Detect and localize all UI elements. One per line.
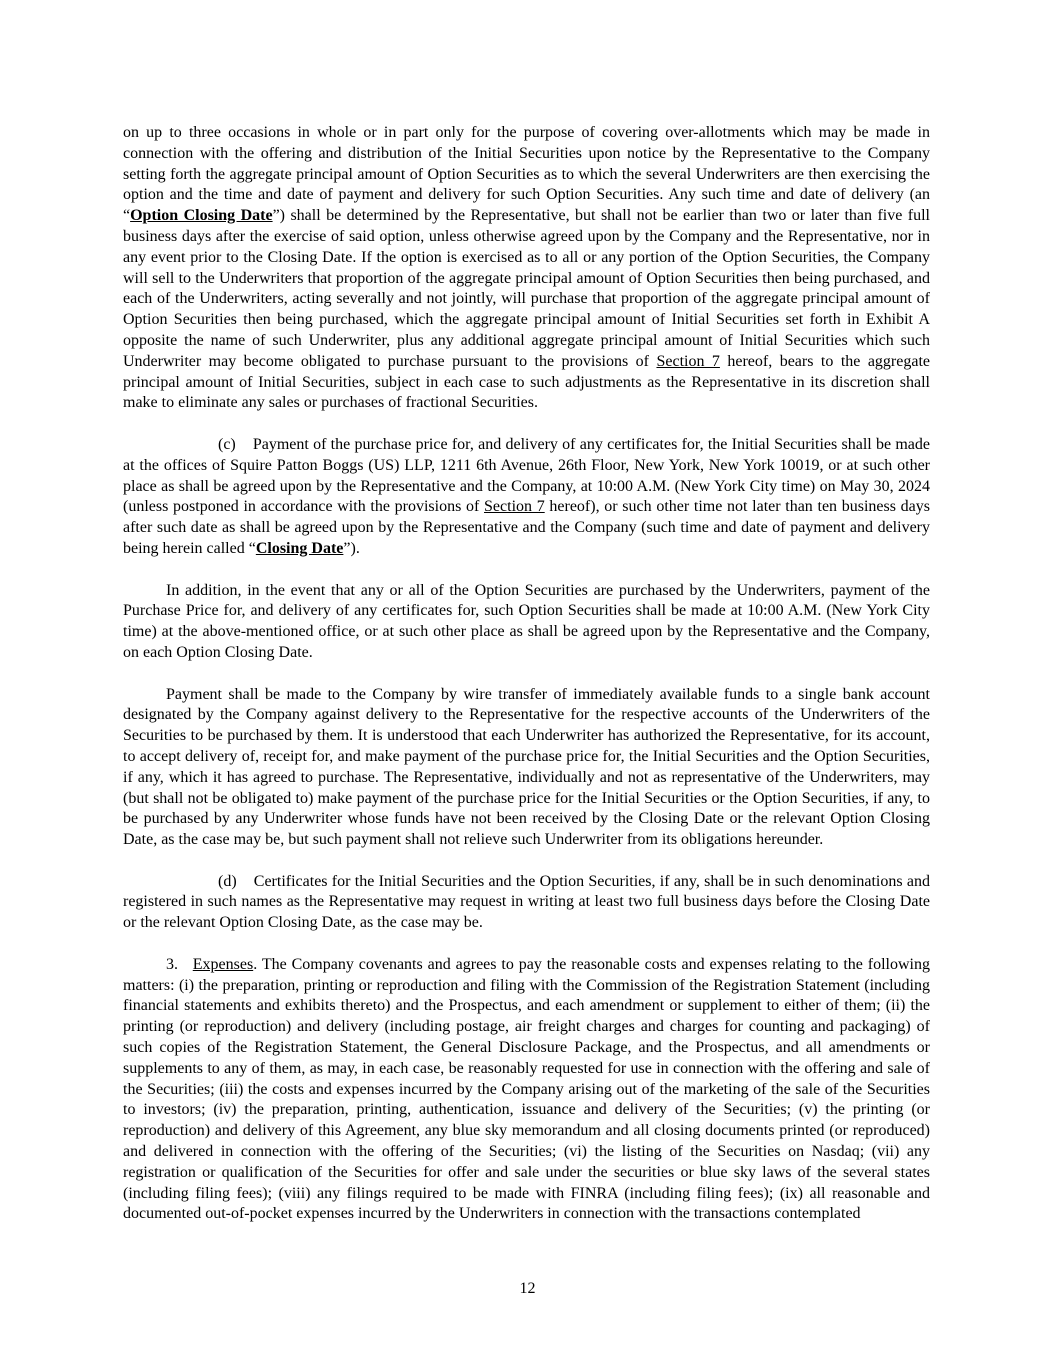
text-run: hereof), or such other time not later than ten business days after such date as shall be agreed upon by the Representative and the Company (such time and date of payment and delivery being herein called “ xyxy=(123,498,930,557)
document-body xyxy=(123,123,930,1225)
text-run: In addition, in the event that any or all of the Option Securities are purchased by the Underwriters, payment of the Purchase Price for, and delivery of any certificates for, such Option Securities shall be made at 10:00 A.M. (New York City time) at the above-mentioned office, or at such other place as shall be agreed upon by the Representative and the Company, on each Option Closing Date. xyxy=(123,581,930,661)
emphasized-term: Section 7 xyxy=(484,498,545,516)
text-run: ”). xyxy=(343,539,360,557)
text-run: hereof, bears to the aggregate principal amount of Initial Securities, subject in each case to such adjustments as the Representative in its discretion shall make to eliminate any sales or purchases of fractional Securities. xyxy=(123,352,930,412)
text-run: on up to three occasions in whole or in part only for the purpose of covering over-allotments which may be made in connection with the offering and distribution of the Initial Securities upon notice by the Representative to the Company setting forth the aggregate principal amount of Option Securities as to which the several Underwriters are then exercising the option and the time and date of payment and delivery for such Option Securities. Any such time and date of delivery (an “ xyxy=(123,124,930,225)
paragraph xyxy=(123,872,930,934)
text-run: Payment shall be made to the Company by wire transfer of immediately available funds to a single bank account designated by the Company against delivery to the Representative for the respective accounts of the Underwriters of the Securities to be purchased by them. It is understood that each Underwriter has authorized the Representative, for its account, to accept delivery of, receipt for, and make payment of the purchase price for, the Initial Securities and the Option Securities, if any, which it has agreed to purchase. The Representative, individually and not as representative of the Underwriters, may (but shall not be obligated to) make payment of the purchase price for the Initial Securities or the Option Securities, if any, to be purchased by any Underwriter whose funds have not been received by the Closing Date or the relevant Option Closing Date, as the case may be, but such payment shall not relieve such Underwriter from its obligations hereunder. xyxy=(123,685,930,849)
paragraph xyxy=(123,123,930,414)
emphasized-term: Closing Date xyxy=(255,539,344,557)
paragraph xyxy=(123,581,930,664)
text-run: (d) Certificates for the Initial Securities and the Option Securities, if any, shall be in such denominations and registered in such names as the Representative may request in writing at least two full business days before the Closing Date or the relevant Option Closing Date, as the case may be. xyxy=(123,872,930,932)
emphasized-term: Section 7 xyxy=(656,352,720,370)
page-number: 12 xyxy=(519,1280,536,1297)
emphasized-term: Option Closing Date xyxy=(130,207,273,225)
text-run: . The Company covenants and agrees to pay the reasonable costs and expenses relating to the following matters: (i) the preparation, printing or reproduction and filing with the Commission of the Registration Statement (including financial statements and exhibits thereto) and the Prospectus, and each amendment or supplement to either of them; (ii) the printing (or reproduction) and delivery (including postage, air freight charges and charges for counting and packaging) of such copies of the Registration Statement, the General Disclosure Package, and the Prospectus, and all amendments or supplements to any of them, as may, in each case, be reasonably requested for use in connection with the offering and sale of the Securities; (iii) the costs and expenses incurred by the Company arising out of the marketing of the sale of the Securities to investors; (iv) the preparation, printing, authentication, issuance and delivery of the Securities; (v) the printing (or reproduction) and delivery of this Agreement, any blue sky memorandum and all closing documents printed (or reproduced) and delivered in connection with the offering of the Securities; (vi) the listing of the Securities on Nasdaq; (vii) any registration or qualification of the Securities for offer and sale under the securities or blue sky laws of the several states (including filing fees); (viii) any filings required to be made with FINRA (including filing fees); (ix) all reasonable and documented out-of-pocket expenses incurred by the Underwriters in connection with the transactions contemplated xyxy=(123,955,930,1223)
text-run: (c) Payment of the purchase price for, and delivery of any certificates for, the Initial Securities shall be made at the offices of Squire Patton Boggs (US) LLP, 1211 6th Avenue, 26th Floor, New York, New York 10019, or at such other place as shall be agreed upon by the Representative and the Company, at 10:00 A.M. (New York City time) on May 30, 2024 (unless postponed in accordance with the provisions of xyxy=(123,435,930,516)
text-run: 3. xyxy=(166,955,193,973)
paragraph xyxy=(123,685,930,851)
text-run: ”) shall be determined by the Representative, but shall not be earlier than two or later than five full business days after the exercise of said option, unless otherwise agreed upon by the Company and the Representative, nor in any event prior to the Closing Date. If the option is exercised as to all or any portion of the Option Securities, the Company will sell to the Underwriters that proportion of the aggregate principal amount of Option Securities then being purchased, and each of the Underwriters, acting severally and not jointly, will purchase that proportion of the aggregate principal amount of Option Securities then being purchased, which the aggregate principal amount of Initial Securities set forth in Exhibit A opposite the name of such Underwriter, plus any additional aggregate principal amount of Initial Securities which such Underwriter may become obligated to purchase pursuant to the provisions of xyxy=(123,207,930,370)
paragraph xyxy=(123,435,930,560)
emphasized-term: Expenses xyxy=(192,955,254,973)
paragraph xyxy=(123,955,930,1225)
